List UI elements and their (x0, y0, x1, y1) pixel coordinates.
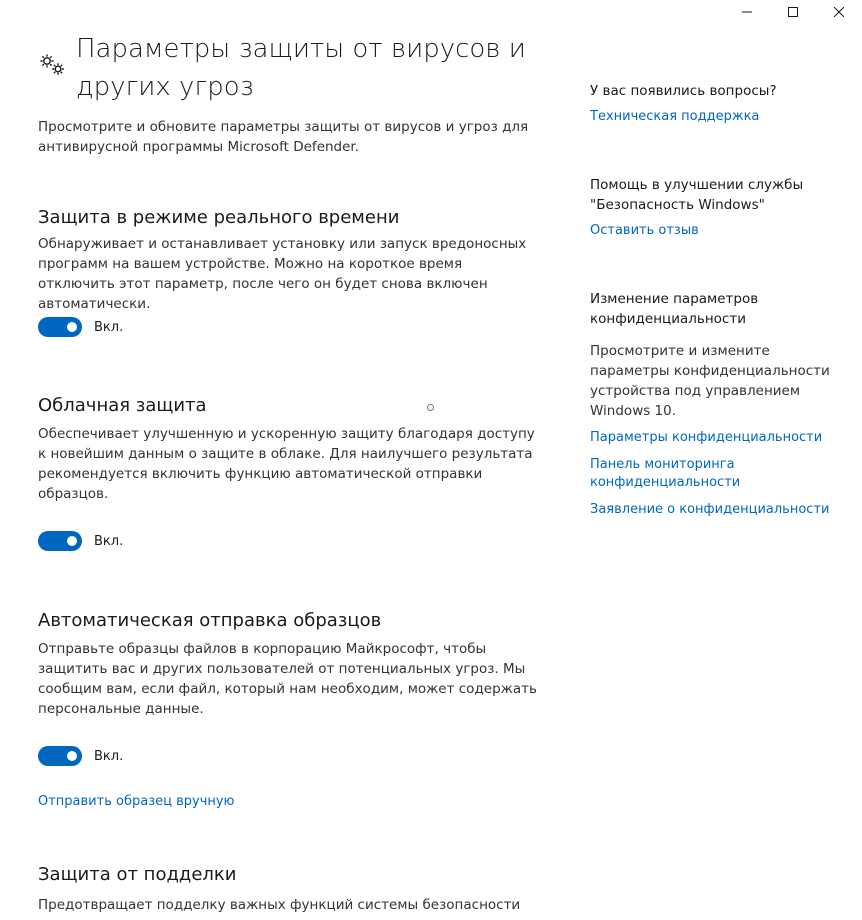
sidebar-questions (590, 81, 830, 126)
toggle-row-cloud (38, 531, 123, 551)
realtime-protection-toggle[interactable] (38, 317, 82, 337)
privacy-settings-link[interactable]: Параметры конфиденциальности (590, 430, 823, 445)
privacy-dashboard-link[interactable]: Панель мониторинга конфиденциальности (590, 457, 741, 490)
toggle-state-label: Вкл. (94, 533, 124, 549)
section-title: Защита в режиме реального времени (38, 207, 400, 228)
toggle-knob (67, 751, 77, 761)
cloud-protection-toggle[interactable] (38, 531, 82, 551)
section-title: Облачная защита (38, 395, 207, 416)
sidebar-feedback (590, 175, 830, 240)
minimize-button[interactable] (724, 0, 770, 24)
section-realtime-protection (38, 206, 543, 335)
give-feedback-link[interactable]: Оставить отзыв (590, 223, 699, 238)
sample-submission-toggle[interactable] (38, 746, 82, 766)
gears-icon (38, 52, 66, 78)
sidebar-feedback-heading: Помощь в улучшении службы "Безопасность Windows" (590, 177, 804, 213)
toggle-state-label: Вкл. (94, 319, 124, 335)
toggle-row-realtime (38, 317, 123, 337)
section-tamper-protection (38, 863, 543, 915)
maximize-icon (788, 7, 798, 17)
tech-support-link[interactable]: Техническая поддержка (590, 109, 760, 124)
loading-indicator-icon (427, 404, 434, 411)
submit-sample-manually-link[interactable]: Отправить образец вручную (38, 794, 235, 809)
window-controls (724, 0, 862, 24)
sidebar-privacy-heading: Изменение параметров конфиденциальности (590, 291, 759, 327)
section-automatic-sample-submission (38, 609, 543, 809)
section-description: Обеспечивает улучшенную и ускоренную защиту благодаря доступу к новейшим данным о защите в облаке. Для наилучшего результата рекомендуется включить функцию автоматической отправки образцов. (38, 426, 535, 502)
minimize-icon (742, 7, 752, 17)
close-button[interactable] (816, 0, 862, 24)
section-description: Обнаруживает и останавливает установку или запуск вредоносных программ на вашем устройстве. Можно на короткое время отключить этот параметр, после чего он будет снова включен автоматически. (38, 236, 527, 312)
toggle-knob (67, 322, 77, 332)
maximize-button[interactable] (770, 0, 816, 24)
toggle-state-label: Вкл. (94, 748, 124, 764)
section-description: Отправьте образцы файлов в корпорацию Майкрософт, чтобы защитить вас и других пользователей от потенциальных угроз. Мы сообщим вам, если файл, который нам необходим, может содержать персональные данные. (38, 641, 537, 717)
toggle-knob (67, 536, 77, 546)
section-title: Защита от подделки (38, 864, 237, 885)
section-description: Предотвращает подделку важных функций системы безопасности (38, 897, 521, 913)
close-icon (834, 7, 844, 17)
toggle-row-sample-submission (38, 746, 123, 766)
section-title: Автоматическая отправка образцов (38, 610, 382, 631)
sidebar-questions-heading: У вас появились вопросы? (590, 83, 777, 99)
sidebar-privacy-text: Просмотрите и измените параметры конфиденциальности устройства под управлением Windows 10. (590, 343, 830, 419)
sidebar-privacy (590, 289, 830, 519)
page-description: Просмотрите и обновите параметры защиты от вирусов и угроз для антивирусной программы Microsoft Defender. (38, 119, 529, 155)
section-cloud-protection (38, 394, 543, 549)
privacy-statement-link[interactable]: Заявление о конфиденциальности (590, 502, 830, 517)
page-title: Параметры защиты от вирусов и других угроз (76, 34, 526, 102)
